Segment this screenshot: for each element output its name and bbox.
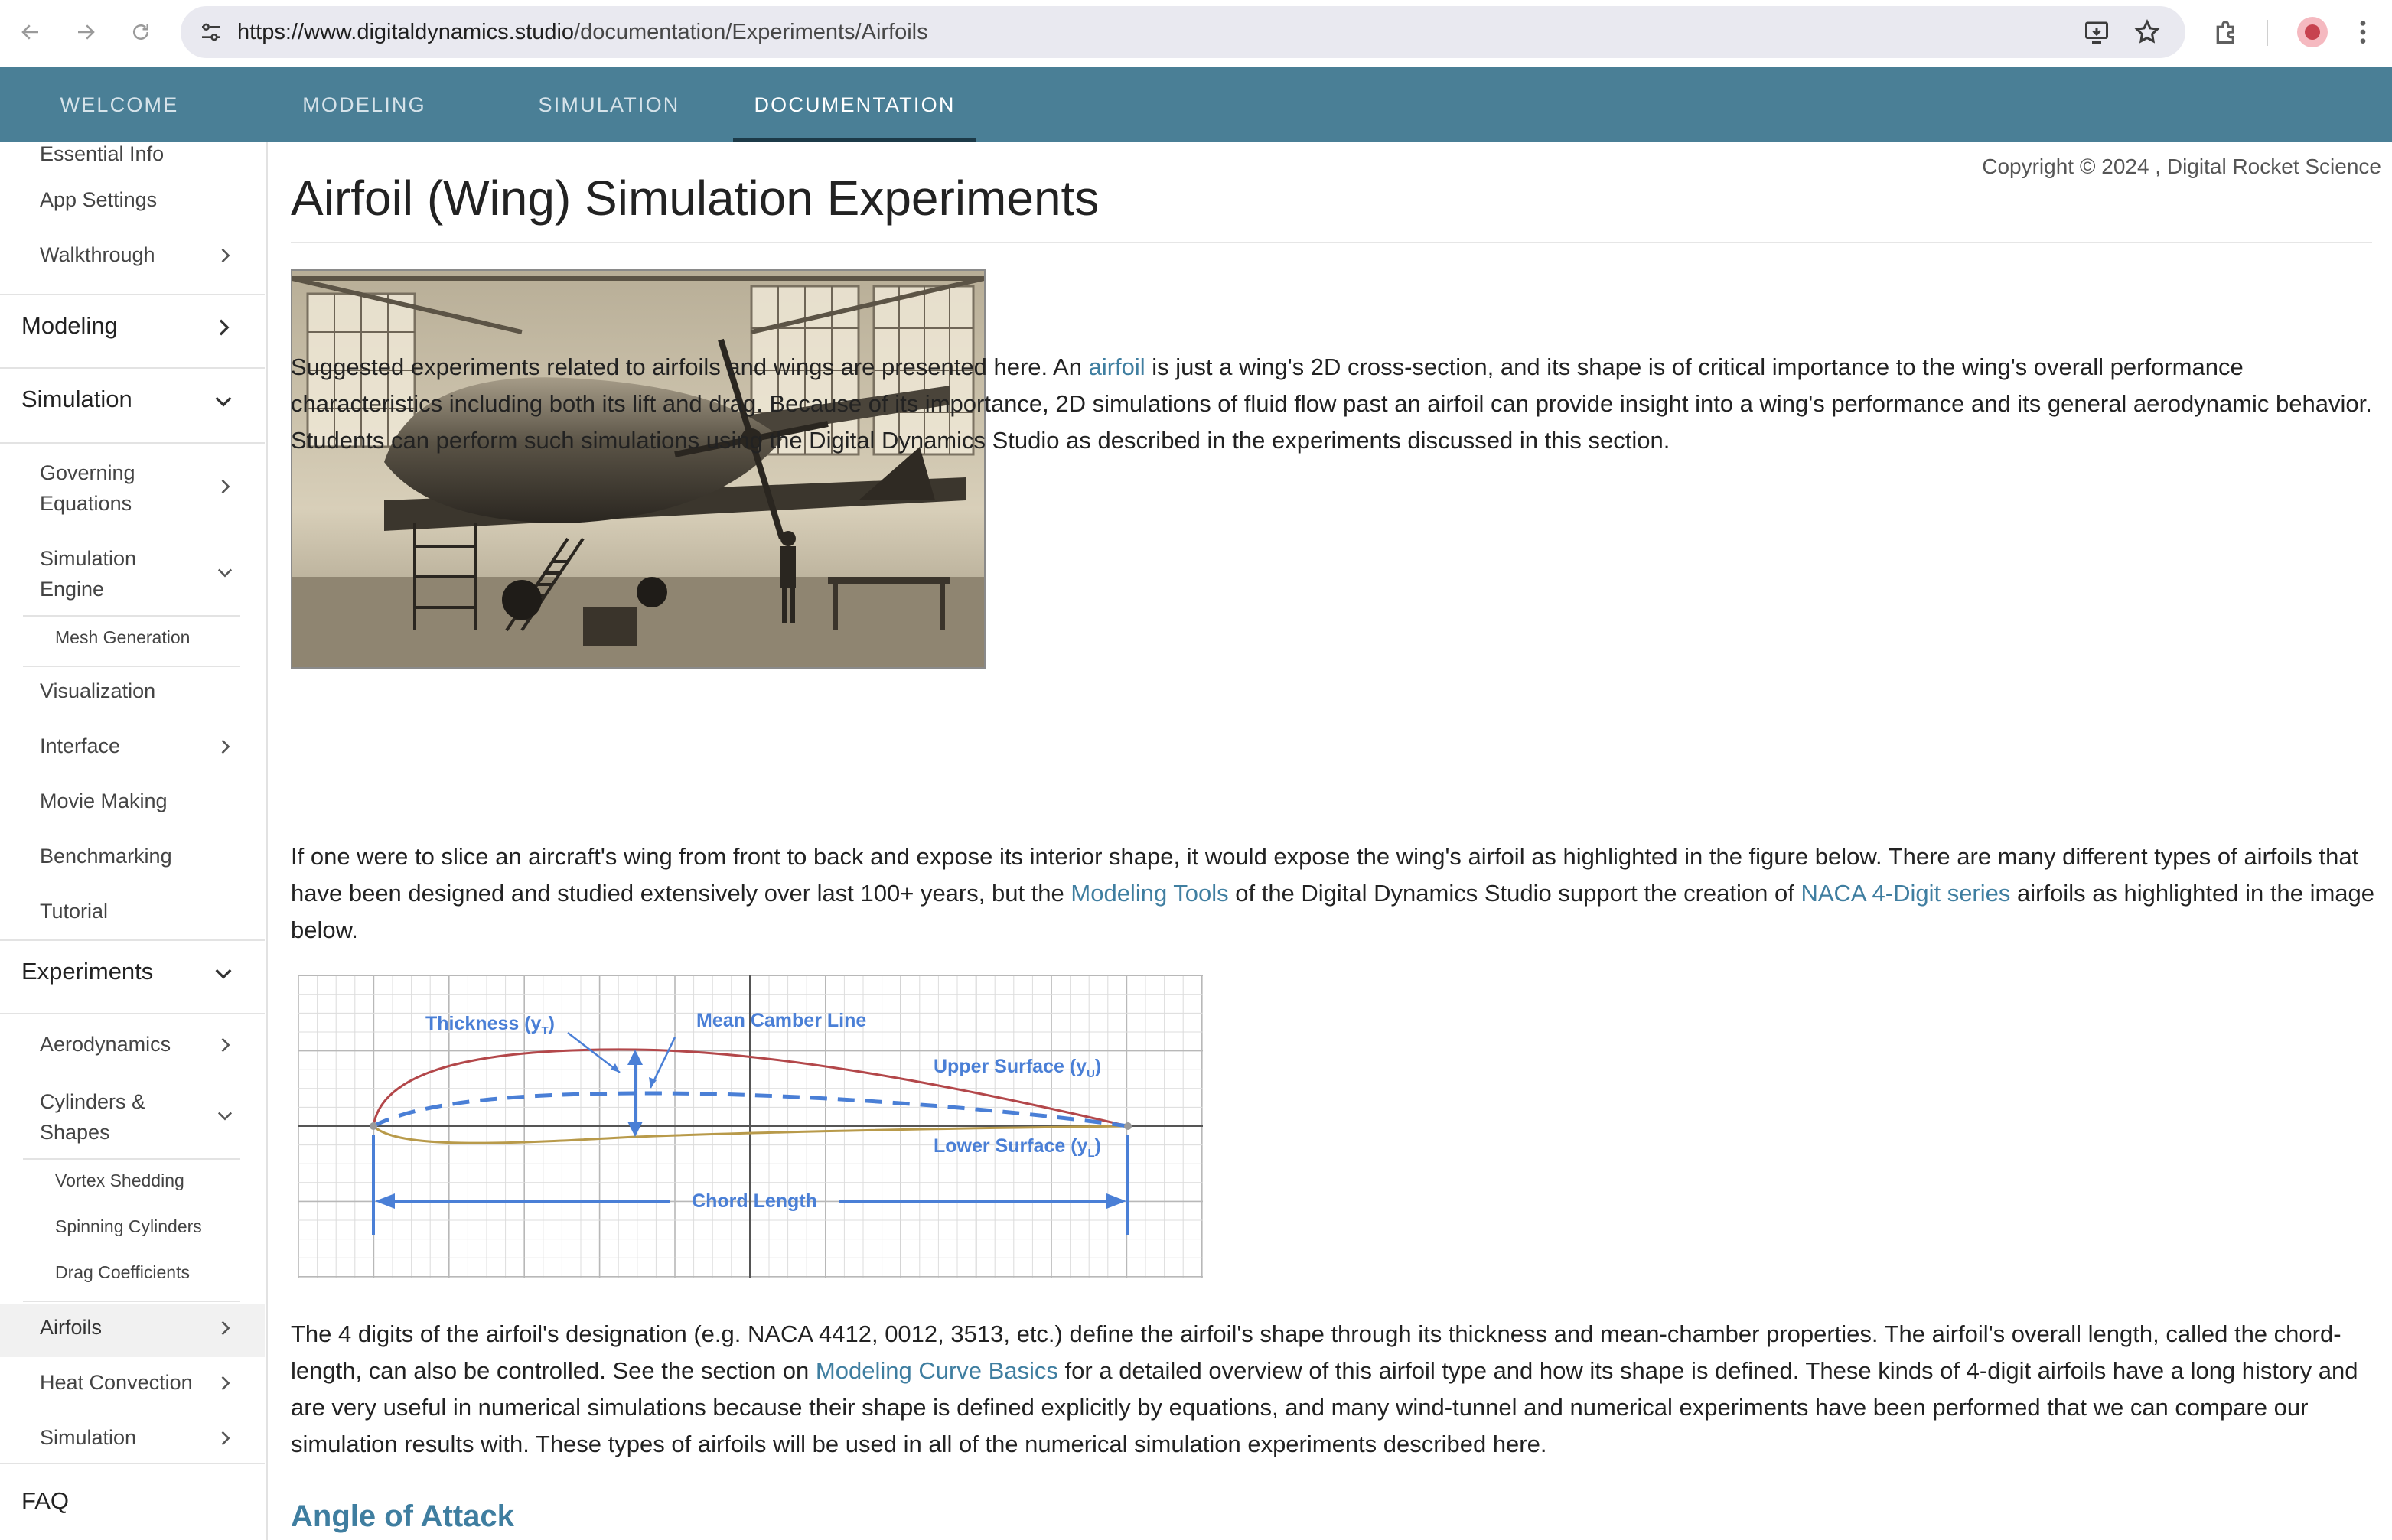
sidebar-divider (0, 442, 265, 444)
sidebar-item-spinning-cylinders[interactable] (0, 1216, 265, 1244)
lower-label-sub: L (1087, 1147, 1095, 1160)
sidebar-item-label: Drag Coefficients (55, 1262, 190, 1282)
sidebar-item-app-settings[interactable] (0, 188, 265, 219)
chevron-right-icon[interactable] (214, 1034, 236, 1056)
sidebar-item-label: Essential Info (40, 142, 165, 165)
sidebar-item-aerodynamics[interactable] (0, 1033, 265, 1063)
airfoil-link[interactable]: airfoil (1088, 353, 1145, 380)
thickness-label (425, 1013, 555, 1037)
sidebar-item-cylinders-shapes[interactable] (0, 1086, 265, 1151)
tune-icon[interactable] (199, 20, 223, 44)
sidebar-item-label: Spinning Cylinders (55, 1216, 202, 1236)
intro-paragraph (291, 349, 2380, 459)
sidebar-item-label: Simulation Engine (40, 547, 137, 601)
hangar-aircraft-illustration (292, 271, 984, 667)
lower-label-paren: ) (1094, 1135, 1101, 1157)
chord-length-label: Chord Length (692, 1190, 817, 1212)
chevron-right-icon[interactable] (214, 1428, 236, 1449)
profile-icon[interactable] (2297, 17, 2328, 47)
modeling-tools-link[interactable]: Modeling Tools (1071, 880, 1229, 907)
sidebar-item-label: Benchmarking (40, 845, 172, 868)
tab-simulation[interactable]: SIMULATION (538, 93, 680, 116)
sidebar-divider (23, 615, 240, 617)
hangar-aircraft-photo (291, 269, 986, 669)
wing-text-c: airfoils as highlighted in the image below. (291, 880, 2375, 943)
angle-of-attack-heading: Angle of Attack (291, 1499, 514, 1533)
lower-surface-label (934, 1135, 1101, 1160)
chevron-right-icon[interactable] (214, 1372, 236, 1394)
star-icon[interactable] (2133, 18, 2161, 46)
sidebar-item-label: Movie Making (40, 790, 168, 812)
thickness-label-text: Thickness (y (425, 1013, 542, 1034)
sidebar-item-label: Simulation (40, 1426, 137, 1449)
address-bar[interactable] (181, 6, 2185, 58)
sidebar-item-drag-coefficients[interactable] (0, 1262, 265, 1290)
chevron-down-icon[interactable] (214, 562, 236, 583)
chevron-right-icon[interactable] (214, 245, 236, 266)
wing-text-a: If one were to slice an aircraft's wing from front to back and expose its interior shape, it would expose the wing's airfoil as highlighted in the figure below. There are many different types of airfoils that have been designed and studied extensively over last 100+ years, but the (291, 843, 2359, 907)
upper-label-text: Upper Surface (y (934, 1056, 1087, 1077)
sidebar-item-label: Simulation (21, 386, 132, 412)
sidebar-item-label: Walkthrough (40, 243, 155, 266)
sidebar-item-experiments-simulation[interactable] (0, 1426, 265, 1457)
chevron-right-icon[interactable] (211, 315, 236, 340)
sidebar-item-simulation[interactable] (0, 386, 265, 419)
sidebar-item-airfoils[interactable] (0, 1316, 265, 1346)
camber-label: Mean Camber Line (696, 1010, 867, 1031)
thickness-label-sub: T (541, 1024, 549, 1037)
active-tab-indicator (733, 138, 976, 142)
sidebar-item-heat-convection[interactable] (0, 1371, 265, 1402)
sidebar-item-label: Heat Convection (40, 1371, 193, 1394)
sidebar-item-label: Tutorial (40, 900, 109, 923)
install-icon[interactable] (2083, 18, 2110, 46)
wing-text-b: of the Digital Dynamics Studio support the creation of (1228, 880, 1801, 907)
sidebar-divider (0, 1463, 265, 1464)
main-content (266, 142, 2392, 1540)
sidebar-divider (0, 939, 265, 941)
url-path: /documentation/Experiments/Airfoils (574, 20, 928, 44)
extensions-icon[interactable] (2211, 17, 2242, 47)
sidebar-item-label: Mesh Generation (55, 627, 191, 647)
sidebar-item-benchmarking[interactable] (0, 845, 265, 875)
forward-icon[interactable] (70, 17, 101, 47)
trailing-edge-marker (1124, 1122, 1132, 1130)
chevron-right-icon[interactable] (214, 1317, 236, 1339)
sidebar-divider (0, 1013, 265, 1014)
sidebar-item-simulation-engine[interactable] (0, 543, 265, 607)
sidebar-item-tutorial[interactable] (0, 900, 265, 930)
sidebar-item-visualization[interactable] (0, 679, 265, 710)
tab-modeling[interactable]: MODELING (302, 93, 426, 116)
upper-label-sub: U (1087, 1067, 1095, 1080)
tab-documentation[interactable]: DOCUMENTATION (754, 93, 956, 116)
more-icon[interactable] (2348, 17, 2378, 47)
tab-welcome[interactable]: WELCOME (60, 93, 179, 116)
naca-text-b: for a detailed overview of this airfoil type and how its shape is defined. These kinds of 4-digit airfoils have a long history and are very useful in numerical simulations because their shape is defined explicitly by equations, and many wind-tunnel and numerical experiments have been performed that we can compare our simulation results with. These types of airfoils will be used in all of the numerical simulation experiments described here. (291, 1357, 2358, 1457)
app-top-bar (0, 67, 2392, 142)
sidebar-item-movie-making[interactable] (0, 790, 265, 820)
sidebar-divider (23, 1301, 240, 1302)
chevron-down-icon[interactable] (214, 1105, 236, 1126)
sidebar-item-experiments[interactable] (0, 958, 265, 991)
thickness-label-paren: ) (548, 1013, 555, 1034)
url-text[interactable] (237, 6, 928, 58)
chevron-down-icon[interactable] (211, 961, 236, 985)
chevron-right-icon[interactable] (214, 476, 236, 497)
sidebar-item-vortex-shedding[interactable] (0, 1170, 265, 1198)
sidebar-item-interface[interactable] (0, 734, 265, 765)
sidebar-divider (23, 1158, 240, 1160)
intro-text-b: is just a wing's 2D cross-section, and its shape is of critical importance to the wing's overall performance characteristics including both its lift and drag. Because of its importance, 2D simulations of fluid flow past an airfoil can provide insight into a wing's performance and its general aerodynamic behavior. Students can perform such simulations using the Digital Dynamics Studio as described in the experiments discussed in this section. (291, 353, 2372, 454)
sidebar-item-label: Cylinders & Shapes (40, 1090, 146, 1144)
sidebar-item-label: Aerodynamics (40, 1033, 171, 1056)
sidebar-item-label: App Settings (40, 188, 158, 211)
sidebar-item-label: Vortex Shedding (55, 1170, 184, 1190)
sidebar-item-label: FAQ (21, 1487, 70, 1514)
airfoil-diagram (298, 975, 1203, 1278)
sidebar-item-governing-equations[interactable] (0, 457, 265, 522)
toolbar-divider (2267, 20, 2268, 46)
leading-edge-marker (370, 1122, 377, 1130)
wing-slice-paragraph (291, 838, 2380, 949)
naca-digits-paragraph (291, 1316, 2380, 1463)
sidebar (0, 142, 268, 1540)
sidebar-divider (23, 666, 240, 667)
sidebar-item-modeling[interactable] (0, 312, 265, 346)
back-icon[interactable] (15, 17, 46, 47)
sidebar-item-label: Visualization (40, 679, 156, 702)
sidebar-item-walkthrough[interactable] (0, 243, 265, 274)
browser-chrome (0, 0, 2392, 67)
sidebar-item-label: Interface (40, 734, 121, 757)
chevron-right-icon[interactable] (214, 736, 236, 757)
upper-surface-label (934, 1056, 1101, 1080)
modeling-curve-basics-link[interactable]: Modeling Curve Basics (815, 1357, 1058, 1384)
naca-4-digit-link[interactable]: NACA 4-Digit series (1801, 880, 2011, 907)
copyright-text: Copyright © 2024 , Digital Rocket Science (1982, 155, 2381, 178)
sidebar-item-label: Governing Equations (40, 461, 135, 515)
sidebar-divider (0, 294, 265, 295)
chevron-down-icon[interactable] (211, 389, 236, 413)
naca-text-a: The 4 digits of the airfoil's designation (e.g. NACA 4412, 0012, 3513, etc.) define the airfoil's shape through its thickness and mean-chamber properties. The airfoil's overall length, called the chord-length, can also be controlled. See the section on (291, 1320, 2341, 1384)
page-title: Airfoil (Wing) Simulation Experiments (291, 171, 1100, 226)
lower-label-text: Lower Surface (y (934, 1135, 1088, 1157)
sidebar-item-label: Experiments (21, 958, 154, 985)
reload-icon[interactable] (125, 17, 156, 47)
sidebar-divider (0, 367, 265, 369)
sidebar-item-mesh-generation[interactable] (0, 627, 265, 655)
title-divider (291, 242, 2372, 243)
url-host: https://www.digitaldynamics.studio (237, 20, 575, 44)
sidebar-item-faq[interactable] (0, 1487, 265, 1521)
upper-label-paren: ) (1094, 1056, 1102, 1077)
intro-text-a: Suggested experiments related to airfoils and wings are presented here. An (291, 353, 1089, 380)
sidebar-item-essential-info[interactable] (0, 142, 265, 170)
sidebar-item-label: Airfoils (40, 1316, 103, 1339)
sidebar-item-label: Modeling (21, 312, 118, 339)
